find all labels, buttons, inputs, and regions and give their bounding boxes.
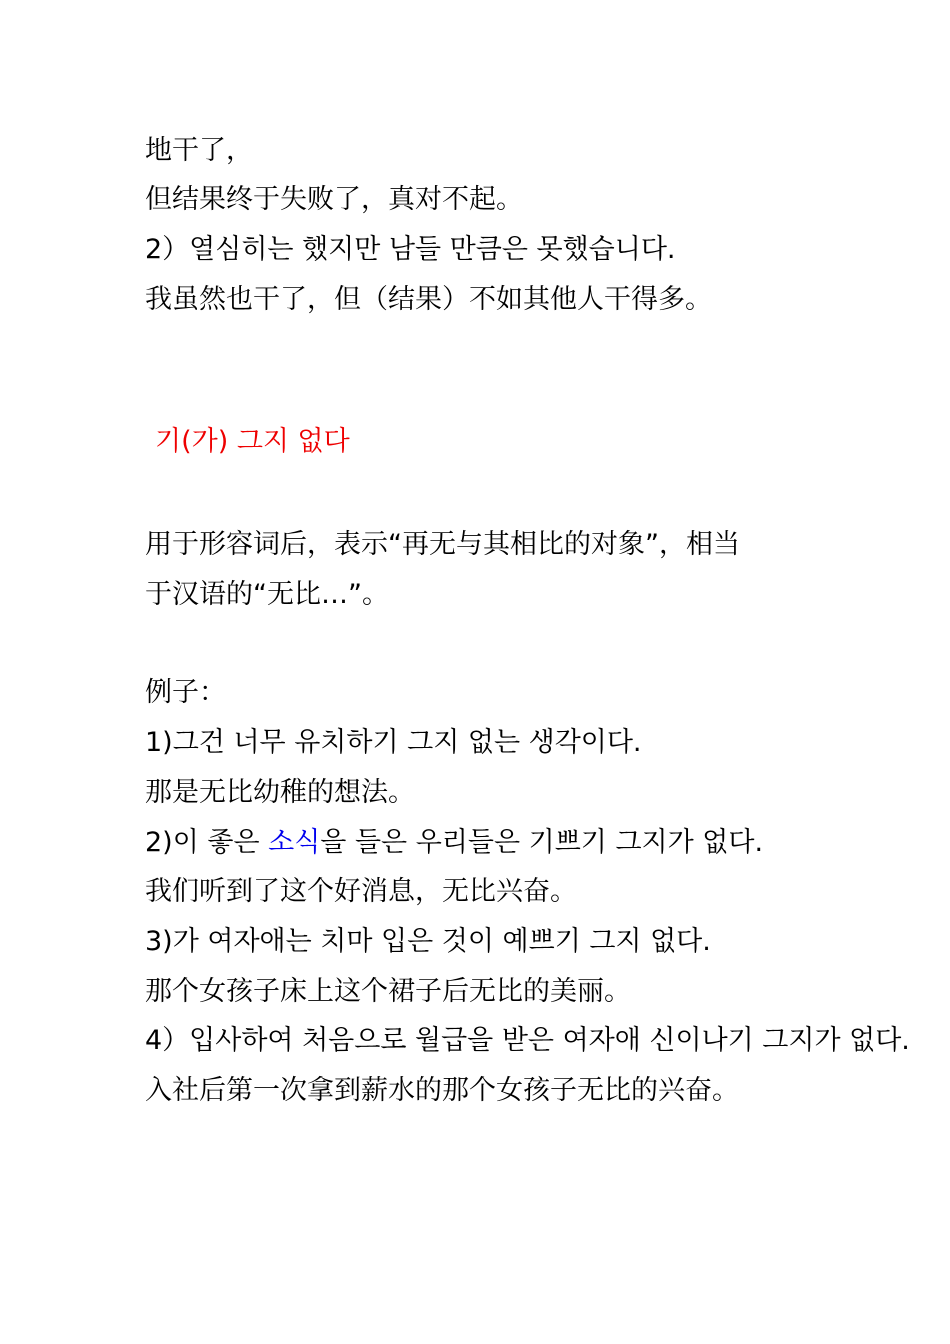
text-line: 我虽然也干了，但（结果）不如其他人干得多。 <box>145 284 712 315</box>
text-line: 但结果终于失败了，真对不起。 <box>145 184 523 215</box>
explanation-line: 用于形容词后，表示“再无与其相比的对象”，相当 <box>145 529 740 560</box>
section-heading: 기(가) 그지 없다 <box>155 426 350 457</box>
example-1-chinese: 那是无比幼稚的想法。 <box>145 777 415 808</box>
example-4-chinese: 入社后第一次拿到薪水的那个女孩子无比的兴奋。 <box>145 1075 739 1106</box>
example-1-korean: 1)그건 너무 유치하기 그지 없는 생각이다. <box>145 727 642 758</box>
text-line: 地干了， <box>145 135 253 166</box>
example-3-korean: 3)가 여자애는 치마 입은 것이 예쁘기 그지 없다. <box>145 926 711 957</box>
text-line-korean: 2）열심히는 했지만 남들 만큼은 못했습니다. <box>145 234 676 265</box>
examples-label: 例子： <box>145 677 226 708</box>
explanation-line: 于汉语的“无比…”。 <box>145 579 389 610</box>
example-3-chinese: 那个女孩子床上这个裙子后无比的美丽。 <box>145 976 631 1007</box>
example-2-korean-part-b: 을 들은 우리들은 기쁘기 그지가 없다. <box>320 827 764 858</box>
highlighted-word: 소식 <box>268 827 321 858</box>
example-2-chinese: 我们听到了这个好消息，无比兴奋。 <box>145 876 577 907</box>
example-2-korean-part-a: 2)이 좋은 <box>145 827 269 858</box>
example-2-korean <box>145 826 763 860</box>
example-4-korean: 4）입사하여 처음으로 월급을 받은 여자애 신이나기 그지가 없다. <box>145 1025 910 1056</box>
